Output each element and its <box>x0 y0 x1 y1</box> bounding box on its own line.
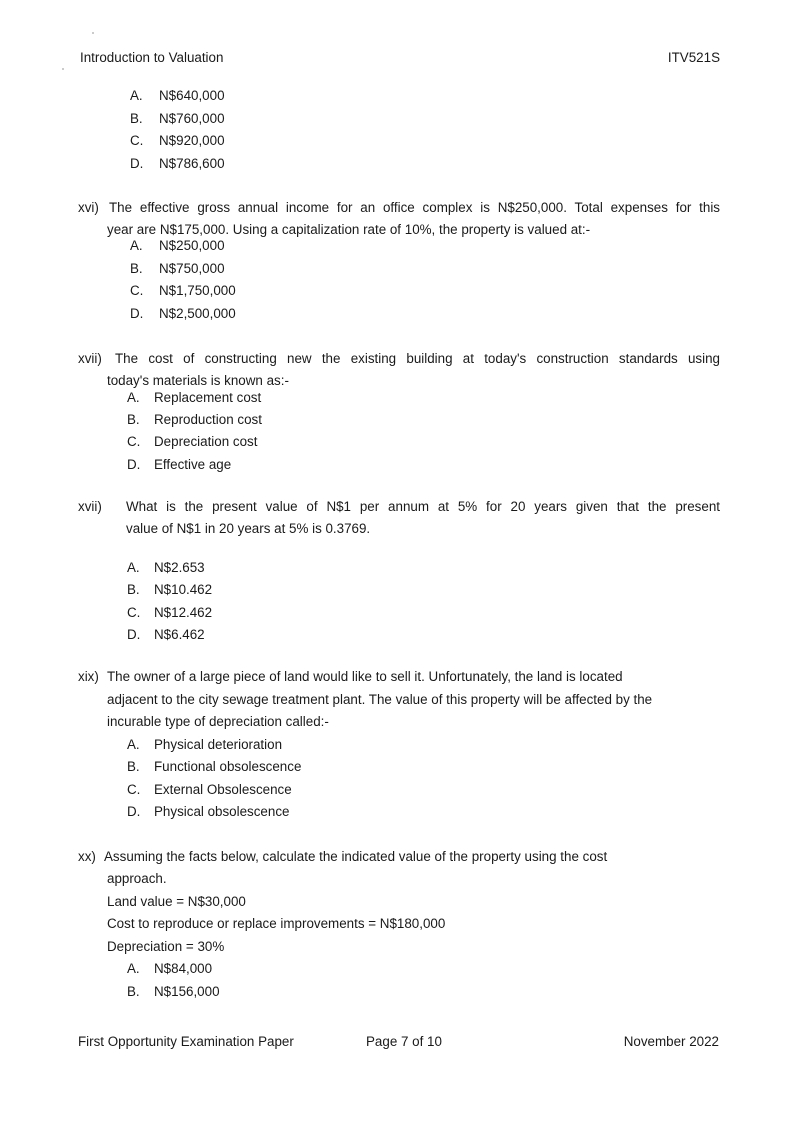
question-given-depreciation: Depreciation = 30% <box>107 939 225 954</box>
question-text-line: approach. <box>107 871 167 886</box>
option-letter: A. <box>130 88 143 103</box>
question-number: xx) <box>78 849 96 864</box>
scan-speck <box>92 32 94 34</box>
question-text-line: adjacent to the city sewage treatment plant. The value of this property will be affected by the <box>107 692 653 707</box>
option-text: Functional obsolescence <box>154 759 302 774</box>
option-text: N$250,000 <box>159 238 225 253</box>
question-number: xix) <box>78 669 99 684</box>
option-text: N$12.462 <box>154 605 213 620</box>
question-given-land-value: Land value = N$30,000 <box>107 894 246 909</box>
option-letter: A. <box>127 737 140 752</box>
option-text: N$640,000 <box>159 88 225 103</box>
option-letter: D. <box>127 627 141 642</box>
option-letter: C. <box>130 133 144 148</box>
option-text: N$10.462 <box>154 582 213 597</box>
course-title: Introduction to Valuation <box>80 50 224 65</box>
question-number: xvii) <box>78 351 102 366</box>
course-code: ITV521S <box>667 50 720 65</box>
option-letter: A. <box>130 238 143 253</box>
option-text: Effective age <box>154 457 232 472</box>
option-text: Physical deterioration <box>154 737 283 752</box>
question-text-line: The effective gross annual income for an office complex is N$250,000. Total expenses for this <box>109 200 720 215</box>
option-letter: D. <box>130 156 144 171</box>
question-text-line: value of N$1 in 20 years at 5% is 0.3769. <box>126 521 371 536</box>
option-letter: B. <box>127 984 140 999</box>
option-letter: B. <box>127 759 140 774</box>
footer-paper-type: First Opportunity Examination Paper <box>78 1034 294 1049</box>
option-text: N$750,000 <box>159 261 225 276</box>
option-text: Depreciation cost <box>154 434 258 449</box>
option-text: Reproduction cost <box>154 412 262 427</box>
question-number: xvi) <box>78 200 99 215</box>
option-text: N$760,000 <box>159 111 225 126</box>
option-text: N$84,000 <box>154 961 213 976</box>
option-text: N$156,000 <box>154 984 220 999</box>
option-letter: C. <box>127 434 141 449</box>
option-letter: B. <box>130 111 143 126</box>
option-text: N$2.653 <box>154 560 205 575</box>
question-text-line: incurable type of depreciation called:- <box>107 714 329 729</box>
option-letter: D. <box>127 804 141 819</box>
option-text: N$920,000 <box>159 133 225 148</box>
option-letter: A. <box>127 560 140 575</box>
option-letter: B. <box>127 582 140 597</box>
question-text-line: year are N$175,000. Using a capitalization rate of 10%, the property is valued at:- <box>107 222 591 237</box>
question-text-line: today's materials is known as:- <box>107 373 289 388</box>
option-text: N$1,750,000 <box>159 283 236 298</box>
footer-date: November 2022 <box>623 1034 719 1049</box>
footer-page-number: Page 7 of 10 <box>366 1034 442 1049</box>
question-given-cost: Cost to reproduce or replace improvements = N$180,000 <box>107 916 446 931</box>
question-number: xvii) <box>78 499 102 514</box>
option-text: External Obsolescence <box>154 782 292 797</box>
option-letter: D. <box>130 306 144 321</box>
option-text: N$786,600 <box>159 156 225 171</box>
option-letter: C. <box>127 605 141 620</box>
option-letter: C. <box>130 283 144 298</box>
option-letter: A. <box>127 390 140 405</box>
option-letter: C. <box>127 782 141 797</box>
question-text-line: What is the present value of N$1 per annum at 5% for 20 years given that the present <box>126 499 720 514</box>
option-text: Replacement cost <box>154 390 262 405</box>
question-text-line: The cost of constructing new the existing building at today's construction standards using <box>115 351 720 366</box>
option-letter: B. <box>130 261 143 276</box>
option-letter: A. <box>127 961 140 976</box>
option-text: N$6.462 <box>154 627 205 642</box>
question-text-line: Assuming the facts below, calculate the indicated value of the property using the cost <box>104 849 608 864</box>
scan-speck <box>62 68 64 70</box>
question-text-line: The owner of a large piece of land would like to sell it. Unfortunately, the land is located <box>107 669 623 684</box>
option-text: N$2,500,000 <box>159 306 236 321</box>
option-text: Physical obsolescence <box>154 804 290 819</box>
option-letter: D. <box>127 457 141 472</box>
option-letter: B. <box>127 412 140 427</box>
